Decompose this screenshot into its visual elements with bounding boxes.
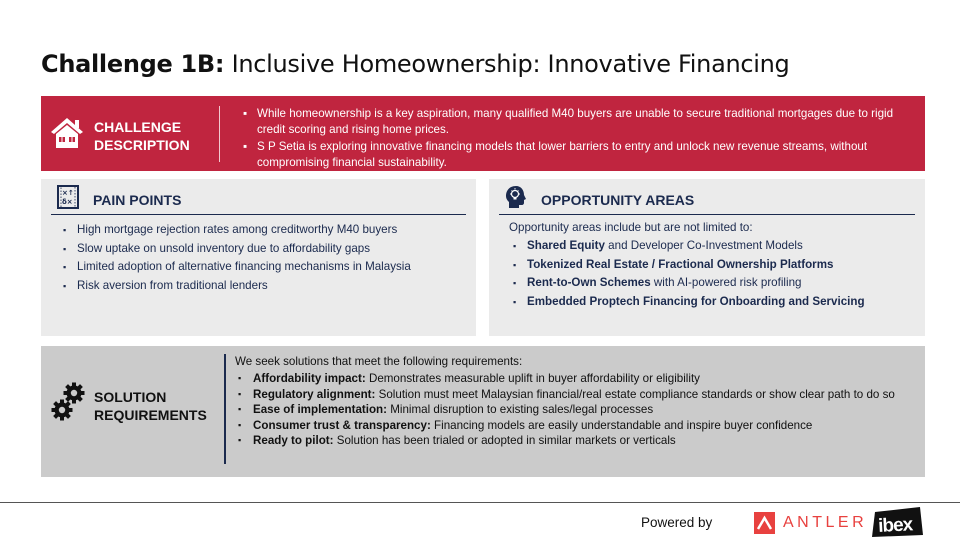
- solution-requirements-panel: [41, 346, 925, 477]
- pain-point-text: Slow uptake on unsold inventory due to affordability gaps: [77, 241, 371, 255]
- challenge-bullet-text: S P Setia is exploring innovative financing models that lower barriers to entry and unlock new revenue streams, without compromising financial sustainability.: [257, 140, 868, 169]
- requirement-item: ▪ Ease of implementation: Minimal disruption to existing sales/legal processes: [238, 403, 654, 416]
- requirement-title: Regulatory alignment:: [253, 387, 376, 401]
- pain-point-item: ▪ Limited adoption of alternative financing mechanisms in Malaysia: [63, 260, 411, 273]
- solution-requirements-list: [237, 371, 895, 449]
- requirement-text: Minimal disruption to existing sales/legal processes: [387, 403, 654, 416]
- solution-label-line1: SOLUTION: [94, 389, 167, 405]
- pain-point-item: ▪ High mortgage rejection rates among creditworthy M40 buyers: [63, 223, 398, 236]
- requirement-item: ▪ Consumer trust & transparency: Financing models are easily understandable and inspire buyer confidence: [238, 418, 813, 432]
- requirement-text: Solution has been trialed or adopted in similar markets or verticals: [333, 434, 676, 447]
- divider: [224, 354, 226, 464]
- challenge-description-banner: [41, 96, 925, 171]
- requirement-title: Consumer trust & transparency:: [253, 418, 431, 432]
- opportunity-areas-heading: OPPORTUNITY AREAS: [541, 192, 695, 208]
- requirement-item: ▪ Ready to pilot: Solution has been trialed or adopted in similar markets or verticals: [238, 434, 676, 447]
- requirement-title: Ease of implementation:: [253, 403, 387, 416]
- ibex-logo: [872, 506, 924, 538]
- head-lightbulb-icon: [505, 185, 527, 209]
- antler-logo-text: ANTLER: [783, 514, 868, 531]
- house-icon: [49, 116, 85, 150]
- challenge-bullet: ▪ While homeownership is a key aspiration, many qualified M40 buyers are unable to secure traditional mortgages due to rigid credit scoring and rising home prices.: [243, 107, 894, 136]
- challenge-bullet: ▪ S P Setia is exploring innovative financing models that lower barriers to entry and unlock new revenue streams, without compromising financial sustainability.: [243, 140, 868, 169]
- pain-points-panel: [41, 179, 476, 336]
- pain-point-item: ▪ Risk aversion from traditional lenders: [63, 278, 268, 292]
- antler-logo: [754, 512, 867, 534]
- solution-intro: We seek solutions that meet the following requirements:: [235, 355, 523, 368]
- opportunity-item: ▪ Shared Equity and Developer Co-Investment Models: [513, 239, 803, 252]
- gears-icon: [51, 382, 87, 422]
- requirement-title: Ready to pilot:: [253, 434, 334, 447]
- pain-point-text: Risk aversion from traditional lenders: [77, 278, 268, 292]
- requirement-title: Affordability impact:: [253, 372, 366, 385]
- opportunity-item: ▪ Embedded Proptech Financing for Onboarding and Servicing: [513, 294, 865, 308]
- opportunity-item-bold: Rent-to-Own Schemes: [527, 276, 651, 289]
- requirement-text: Demonstrates measurable uplift in buyer affordability or eligibility: [365, 372, 700, 385]
- solution-label-line2: REQUIREMENTS: [94, 407, 207, 423]
- divider: [219, 106, 220, 162]
- svg-text:ibex: ibex: [877, 514, 913, 538]
- opportunity-item-bold: Shared Equity: [527, 239, 605, 252]
- opportunity-areas-header: [499, 183, 915, 215]
- page-title: [41, 50, 790, 78]
- requirement-item: ▪ Affordability impact: Demonstrates measurable uplift in buyer affordability or eligibility: [238, 372, 700, 385]
- solution-label: [94, 388, 207, 424]
- opportunity-intro: Opportunity areas include but are not limited to:: [509, 221, 753, 234]
- title-challenge-number: Challenge 1B:: [41, 50, 225, 78]
- requirement-text: Solution must meet Malaysian financial/real estate compliance standards or show clear path to do so: [375, 387, 895, 401]
- pain-point-item: ▪ Slow uptake on unsold inventory due to affordability gaps: [63, 241, 371, 255]
- pain-points-heading: PAIN POINTS: [93, 192, 182, 208]
- powered-by-label: Powered by: [641, 515, 713, 530]
- challenge-label-line1: CHALLENGE: [94, 119, 182, 135]
- opportunity-areas-panel: [489, 179, 925, 336]
- opportunity-item-bold: Embedded Proptech Financing for Onboarding and Servicing: [527, 294, 865, 308]
- opportunity-item: ▪ Tokenized Real Estate / Fractional Ownership Platforms: [513, 257, 834, 271]
- pain-point-text: Limited adoption of alternative financing mechanisms in Malaysia: [77, 260, 411, 273]
- strategy-board-icon: [57, 185, 79, 209]
- opportunity-item-rest: with AI-powered risk profiling: [650, 276, 802, 289]
- challenge-bullet-text: While homeownership is a key aspiration, many qualified M40 buyers are unable to secure traditional mortgages due to rigid credit scoring and rising home prices.: [257, 107, 894, 136]
- challenge-label-line2: DESCRIPTION: [94, 137, 190, 153]
- requirement-item: ▪ Regulatory alignment: Solution must meet Malaysian financial/real estate compliance standards or show clear path to do so: [238, 387, 895, 401]
- pain-points-header: [51, 183, 466, 215]
- svg-text:×↑: ×↑: [62, 189, 74, 197]
- challenge-bullets: [241, 106, 921, 172]
- requirement-text: Financing models are easily understandable and inspire buyer confidence: [430, 418, 813, 432]
- footer-divider: [0, 502, 960, 503]
- pain-points-list: [61, 221, 411, 295]
- opportunity-item-bold: Tokenized Real Estate / Fractional Ownership Platforms: [527, 257, 834, 271]
- opportunity-item: ▪ Rent-to-Own Schemes with AI-powered risk profiling: [513, 276, 802, 289]
- challenge-label: [94, 118, 190, 154]
- pain-point-text: High mortgage rejection rates among creditworthy M40 buyers: [77, 223, 398, 236]
- opportunity-item-rest: and Developer Co-Investment Models: [604, 239, 803, 252]
- title-text: Inclusive Homeownership: Innovative Financing: [231, 50, 790, 78]
- opportunity-list: [511, 237, 865, 311]
- svg-text:δ×: δ×: [62, 198, 73, 206]
- antler-logo-mark: [754, 512, 775, 534]
